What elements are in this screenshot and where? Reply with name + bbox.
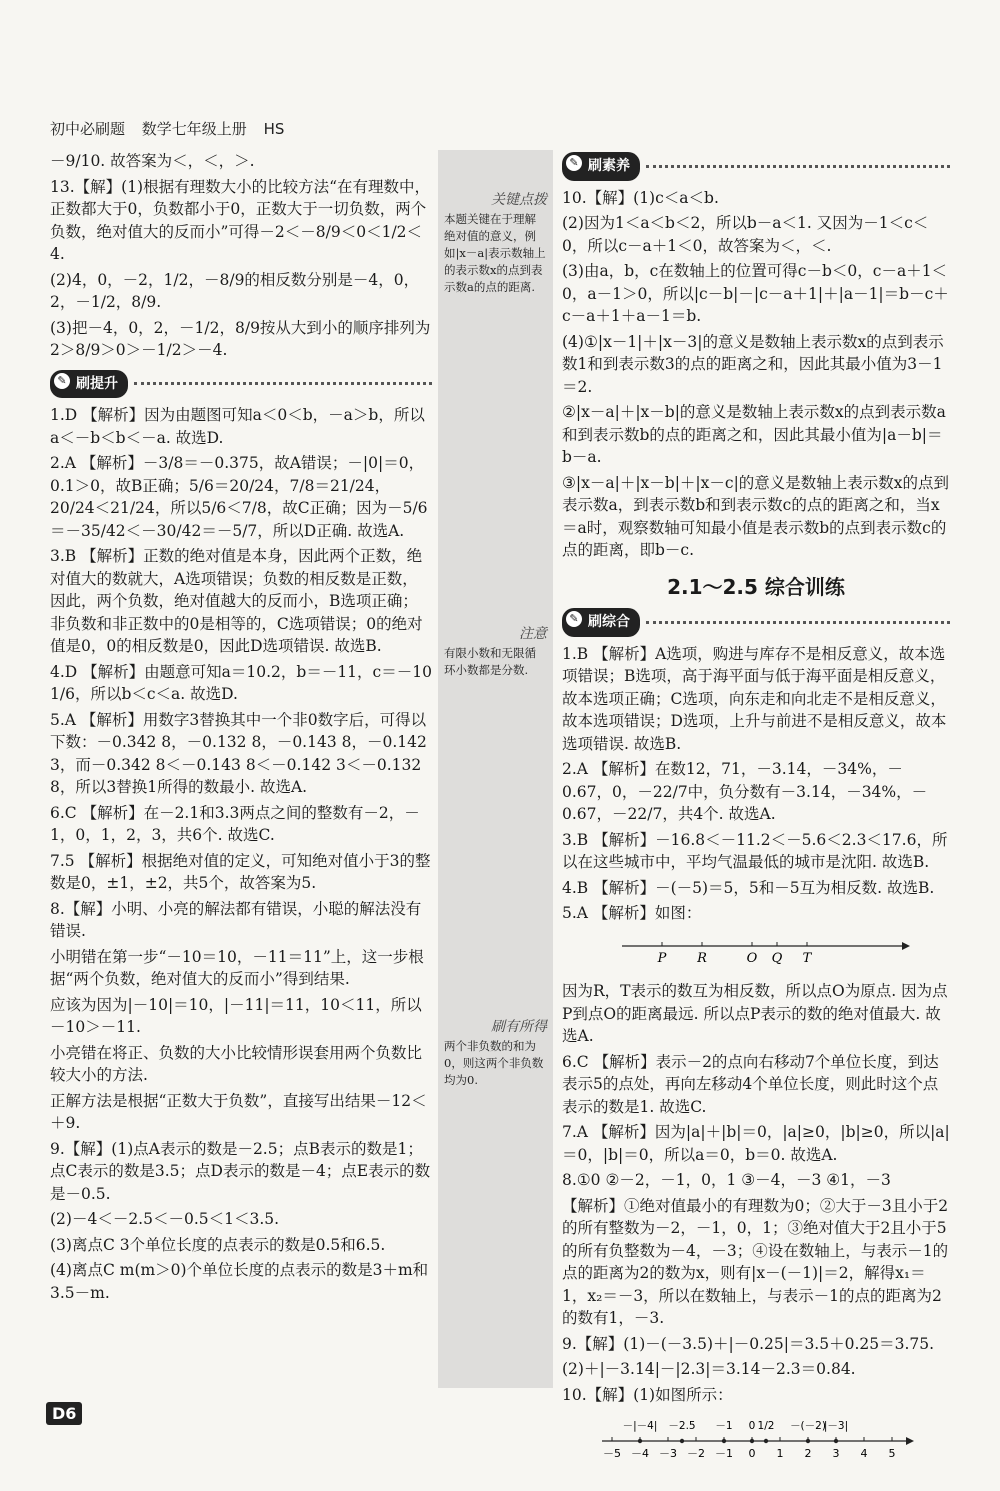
answer-10-2: (2)因为1＜a＜b＜2，所以b－a＜1. 又因为－1＜c＜0，所以c－a＋1＜0，故答案为＜，＜. [562, 214, 929, 255]
answer-z10: 10.【解】(1)如图所示： [562, 1385, 733, 1404]
answer-z8-b: 【解析】①绝对值最小的有理数为0；②大于－3且小于2的所有整数为－2，－1，0，1；③绝对值大于2且小于5的所有负整数为－4，－3；④设在数轴上，与表示－1的点的距离为2的数为x，则有|x－(－1)|＝2，解得x₁＝1，x₂＝－3，所以在数轴上，与表示－1的点的距离为2的数有1，－3. [562, 1196, 949, 1327]
number-line-tick-label: 2 [804, 1447, 812, 1460]
pencil-icon: ✎ [566, 155, 582, 171]
answer-z9-2: (2)＋|－3.14|－|2.3|＝3.14－2.3＝0.84. [562, 1360, 856, 1378]
answer-10-4c: ③|x－a|＋|x－b|＋|x－c|的意义是数轴上表示数x的点到表示数a，到表示数b和到表示数c的点的距离之和，当x＝a时，观察数轴可知最小值是表示数b的点到表示数c的点的距离，即b－c. [562, 473, 950, 559]
number-line-tick-label: －2 [687, 1447, 705, 1460]
answer-z7: 7.A 【解析】因为|a|＋|b|＝0，|a|≥0，|b|≥0，所以|a|＝0，|b|＝0，所以a＝0，b＝0. 故选A. [562, 1123, 950, 1164]
answer-z6: 6.C 【解析】表示－2的点向右移动7个单位长度，到达表示5的点处，再向左移动4个单位长度，则此时这个点表示的数是1. 故选C. [562, 1052, 939, 1116]
note-title: 注意 [519, 626, 547, 642]
answer-13-2: (2)4，0，－2，1/2，－8/9的相反数分别是－4，0，2，－1/2，8/9. [50, 270, 420, 311]
answer-8-d: 正解方法是根据“正数大于负数”，直接写出结果－12＜＋9. [50, 1091, 427, 1132]
pencil-icon: ✎ [566, 611, 582, 627]
answer-10-3: (3)由a，b，c在数轴上的位置可得c－b＜0，c－a＋1＜0，a－1＞0，所以|c－b|－|c－a＋1|＋|a－1|＝b－c＋c－a＋1＋a－1＝b. [562, 262, 949, 325]
page-number: D6 [46, 1402, 82, 1425]
note-title: 刷有所得 [491, 1019, 547, 1035]
number-line-point-label: O [746, 950, 758, 966]
answer-8-a: 小明错在第一步“－10＝10，－11＝11”上，这一步根据“两个负数，绝对值大的反而小”得到结果. [50, 947, 424, 988]
answer-z9: 9.【解】(1)－(－3.5)＋|－0.25|＝3.5＋0.25＝3.75. [562, 1334, 935, 1353]
answer-8-c: 小亮错在将正、负数的大小比较情形误套用两个负数比较大小的方法. [50, 1043, 423, 1084]
dotted-divider [646, 621, 950, 624]
number-line-tick-label: －4 [631, 1447, 649, 1460]
number-line-value-label: －(－2) [790, 1420, 826, 1432]
number-line-value-label: －1 [715, 1420, 733, 1432]
notes-column [438, 150, 553, 1388]
number-line-point [680, 1439, 684, 1443]
note-takeaway [444, 1019, 547, 1089]
answer-8-b: 应该为因为|－10|＝10，|－11|＝11，10＜11，所以－10＞－11. [50, 995, 422, 1036]
answer-z4: 4.B 【解析】－(－5)＝5，5和－5互为相反数. 故选B. [562, 878, 935, 897]
answer-z5-b: 因为R，T表示的数互为相反数，所以点O为原点. 因为点P到点O的距离最远. 所以点P表示的数的绝对值最大. 故选A. [562, 982, 948, 1045]
number-line-value-label: |－3| [823, 1420, 849, 1432]
answer-10-4b: ②|x－a|＋|x－b|的意义是数轴上表示数x的点到表示数a和到表示数b的点的距离之和，因此其最小值为|a－b|＝b－a. [562, 403, 946, 466]
answer-z1: 1.B 【解析】A选项，购进与库存不是相反意义，故本选项错误；B选项，高于海平面与低于海平面是相反意义，故本选项正确；C选项，向东走和向北走不是相反意义，故本选项错误；D选项，上升与前进不是相反意义，故本选项错误. 故选B. [562, 644, 947, 753]
number-line-point [806, 1439, 810, 1443]
answer-line: －9/10. 故答案为＜，＜，＞. [50, 152, 255, 170]
book-edition: HS [263, 120, 285, 138]
number-line-tick-label: 0 [748, 1447, 756, 1460]
answer-7: 7.5 【解析】根据绝对值的定义，可知绝对值小于3的整数是0，±1，±2，共5个，故答案为5. [50, 851, 431, 892]
number-line-1 [602, 932, 912, 968]
answer-3: 3.B 【解析】正数的绝对值是本身，因此两个正数，绝对值大的数就大，A选项错误；负数的相反数是正数，因此，两个负数，绝对值越大的反而小，B选项正确；非负数和非正数中的0是相等的，C选项错误；0的绝对值是0，0的相反数是0，因此D选项错误. 故选B. [50, 547, 423, 655]
number-line-point-label: R [697, 950, 707, 966]
pencil-icon: ✎ [54, 373, 70, 389]
answer-z8: 8.①0 ②－2，－1，0，1 ③－4，－3 ④1，－3 [562, 1171, 891, 1189]
answer-1: 1.D 【解析】因为由题图可知a＜0＜b，－a＞b，所以a＜－b＜b＜－a. 故选D. [50, 406, 425, 447]
note-attention [444, 626, 547, 679]
page-header [50, 118, 284, 139]
section-tag-zonghe [562, 608, 950, 637]
section-tag-tisheng [50, 370, 432, 399]
right-column [562, 150, 950, 1470]
note-key-point [444, 192, 547, 296]
answer-10-4a: (4)①|x－1|＋|x－3|的意义是数轴上表示数x的点到表示数1和到表示数3的点的距离之和，因此其最小值为3－1＝2. [562, 332, 944, 396]
answer-2: 2.A 【解析】－3/8＝－0.375，故A错误；－|0|＝0，0.1＞0，故B正确；5/6＝20/24，7/8＝21/24，20/24＜21/24，所以5/6＜7/8，故C正确；因为－5/6＝－35/42＜－30/42＝－5/7，所以D正确. 故选A. [50, 454, 428, 540]
left-column [50, 150, 432, 1307]
number-line-point [722, 1439, 726, 1443]
number-line-point [750, 1439, 754, 1443]
answer-9-2: (2)－4＜－2.5＜－0.5＜1＜3.5. [50, 1210, 280, 1228]
number-line-point [834, 1439, 838, 1443]
answer-8: 8.【解】小明、小亮的解法都有错误，小聪的解法没有错误. [50, 899, 422, 940]
answer-9: 9.【解】(1)点A表示的数是－2.5；点B表示的数是1；点C表示的数是3.5；点D表示的数是－4；点E表示的数是－0.5. [50, 1139, 431, 1203]
section-tag-suyang [562, 152, 950, 181]
number-line-value-label: 1/2 [757, 1420, 775, 1432]
number-line-point-label: T [802, 950, 812, 966]
answer-z5: 5.A 【解析】如图： [562, 904, 702, 922]
number-line-tick-label: －5 [603, 1447, 621, 1460]
number-line-value-label: －|－4| [622, 1420, 658, 1432]
number-line-point-label: P [657, 950, 667, 966]
number-line-point [638, 1439, 642, 1443]
answer-10: 10.【解】(1)c＜a＜b. [562, 188, 719, 207]
answer-5: 5.A 【解析】用数字3替换其中一个非0数字后，可得以下数：－0.342 8，－0.132 8，－0.143 8，－0.142 3，而－0.342 8＜－0.143 8＜－0.142 3＜－0.132 8，所以3替换1所得的数最小. 故选A. [50, 710, 427, 796]
number-line-tick-label: 1 [776, 1447, 784, 1460]
tag-label: 刷提升 [76, 375, 118, 392]
number-line-tick-label: －3 [659, 1447, 677, 1460]
book-subject: 数学七年级上册 [141, 120, 247, 138]
number-line-tick-label: 3 [832, 1447, 840, 1460]
section-title: 2.1～2.5 综合训练 [667, 574, 845, 599]
note-title: 关键点拨 [491, 192, 547, 208]
note-body: 有限小数和无限循环小数都是分数. [444, 646, 536, 677]
answer-6: 6.C 【解析】在－2.1和3.3两点之间的整数有－2，－1，0，1，2，3，共6个. 故选C. [50, 803, 420, 844]
tag-label: 刷综合 [588, 614, 630, 630]
answer-13-3: (3)把－4，0，2，－1/2，8/9按从大到小的顺序排列为2＞8/9＞0＞－1/2＞－4. [50, 318, 431, 359]
dotted-divider [646, 165, 950, 168]
tag-label: 刷素养 [588, 158, 630, 174]
answer-13: 13.【解】(1)根据有理数大小的比较方法“在有理数中，正数都大于0，负数都小于0，正数大于一切负数，两个负数，绝对值大的反而小”可得－2＜－8/9＜0＜1/2＜4. [50, 177, 431, 263]
book-name: 初中必刷题 [50, 120, 126, 138]
note-body: 两个非负数的和为0，则这两个非负数均为0. [444, 1039, 544, 1087]
number-line-2 [598, 1411, 918, 1463]
answer-9-3: (3)离点C 3个单位长度的点表示的数是0.5和6.5. [50, 1235, 386, 1254]
number-line-tick-label: 5 [888, 1447, 896, 1460]
answer-z3: 3.B 【解析】－16.8＜－11.2＜－5.6＜2.3＜17.6，所以在这些城市中，平均气温最低的城市是沈阳. 故选B. [562, 830, 948, 871]
number-line-value-label: 0 [748, 1420, 756, 1432]
number-line-point-label: Q [771, 950, 783, 966]
note-body: 本题关键在于理解绝对值的意义，例如|x－a|表示数轴上的表示数x的点到表示数a的点的距离. [444, 212, 546, 294]
answer-9-4: (4)离点C m(m＞0)个单位长度的点表示的数是3＋m和3.5－m. [50, 1261, 429, 1302]
answer-z2: 2.A 【解析】在数12，71，－3.14，－34%，－0.67，0，－22/7中，负分数有－3.14，－34%，－0.67，－22/7，共4个. 故选A. [562, 760, 928, 823]
number-line-tick-label: 4 [860, 1447, 868, 1460]
number-line-tick-label: －1 [715, 1447, 733, 1460]
answer-4: 4.D 【解析】由题意可知a＝10.2，b＝－11，c＝－10 1/6，所以b＜c＜a. 故选D. [50, 662, 432, 703]
number-line-point [764, 1439, 768, 1443]
dotted-divider [134, 382, 432, 385]
number-line-value-label: －2.5 [668, 1420, 696, 1432]
